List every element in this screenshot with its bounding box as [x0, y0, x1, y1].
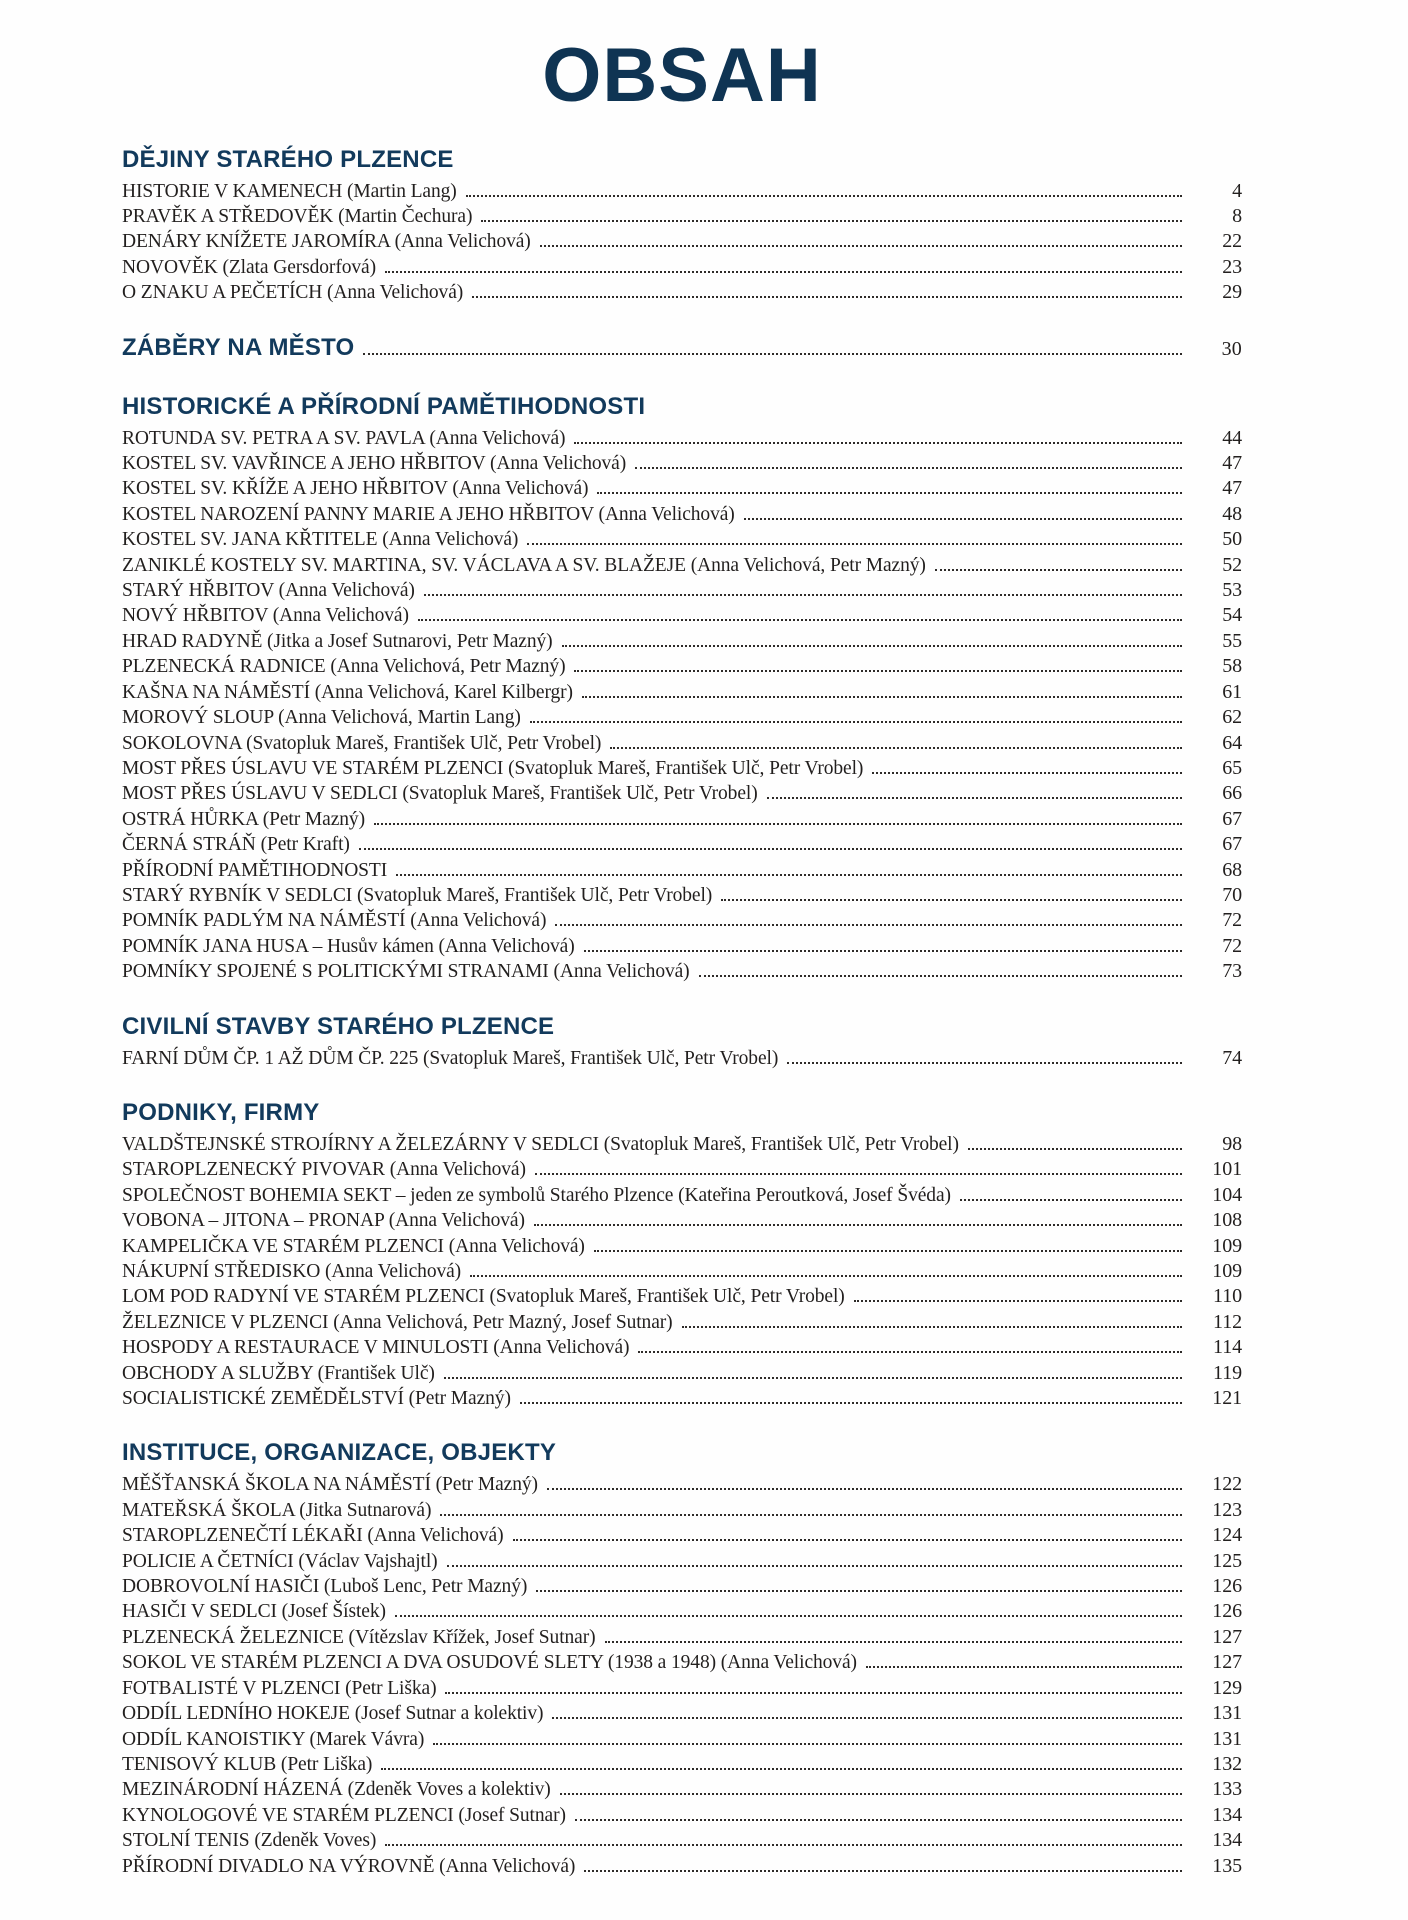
page-number: 134: [1212, 1803, 1242, 1826]
section-heading-row: [122, 332, 1242, 365]
page-number: 67: [1222, 807, 1242, 830]
toc-entry: [122, 1310, 1242, 1335]
dot-leader: [424, 594, 1182, 596]
dot-leader: [584, 1870, 1182, 1872]
toc-entry: [122, 1676, 1242, 1701]
entry-title: NOVOVĚK (Zlata Gersdorfová): [122, 256, 376, 278]
page-number: 127: [1212, 1625, 1242, 1648]
section-heading-label: PODNIKY, FIRMY: [122, 1098, 320, 1126]
entry-title: STARÝ HŘBITOV (Anna Velichová): [122, 580, 415, 602]
toc-entry: [122, 1259, 1242, 1284]
dot-leader: [381, 1768, 1182, 1770]
entry-title: SOKOL VE STARÉM PLZENCI A DVA OSUDOVÉ SLETY (1938 a 1948) (Anna Velichová): [122, 1652, 857, 1674]
toc-entry: [122, 832, 1242, 857]
dot-leader: [470, 1275, 1182, 1277]
dot-leader: [396, 874, 1182, 876]
toc-entry: [122, 959, 1242, 984]
page-number: 62: [1222, 706, 1242, 729]
toc-entry: [122, 1498, 1242, 1523]
dot-leader: [447, 1565, 1182, 1567]
dot-leader: [721, 899, 1182, 901]
page-number: 132: [1212, 1752, 1242, 1775]
toc-entry: [122, 255, 1242, 280]
entry-title: ROTUNDA SV. PETRA A SV. PAVLA (Anna Velichová): [122, 427, 566, 449]
dot-leader: [866, 1666, 1182, 1668]
dot-leader: [481, 220, 1182, 222]
entry-title: STOLNÍ TENIS (Zdeněk Voves): [122, 1830, 377, 1852]
page-number: 123: [1212, 1498, 1242, 1521]
toc-entry: [122, 1335, 1242, 1360]
dot-leader: [513, 1539, 1182, 1541]
toc-entry: [122, 883, 1242, 908]
page-number: 109: [1212, 1260, 1242, 1282]
toc-entry: [122, 731, 1242, 756]
entry-title: SOKOLOVNA (Svatopluk Mareš, František Ulč, Petr Vrobel): [122, 732, 602, 754]
section-heading-label: DĚJINY STARÉHO PLZENCE: [122, 145, 454, 173]
toc-section: [122, 1097, 1242, 1411]
dot-leader: [472, 296, 1182, 298]
entry-title: SOCIALISTICKÉ ZEMĚDĚLSTVÍ (Petr Mazný): [122, 1388, 511, 1410]
toc-entry: [122, 908, 1242, 933]
entry-title: KOSTEL NAROZENÍ PANNY MARIE A JEHO HŘBITOV (Anna Velichová): [122, 503, 735, 525]
entry-title: PLZENECKÁ ŽELEZNICE (Vítězslav Křížek, Josef Sutnar): [122, 1626, 596, 1648]
page-number: 131: [1212, 1727, 1242, 1750]
toc-entry: [122, 1650, 1242, 1675]
dot-leader: [520, 1402, 1182, 1404]
page-number: 53: [1222, 579, 1242, 602]
dot-leader: [395, 1615, 1182, 1617]
page-number: 61: [1222, 680, 1242, 703]
page-number: 127: [1212, 1651, 1242, 1674]
toc-entry: [122, 1625, 1242, 1650]
entry-title: ODDÍL LEDNÍHO HOKEJE (Josef Sutnar a kolektiv): [122, 1703, 544, 1725]
toc-entry: [122, 781, 1242, 806]
page-number: 72: [1222, 934, 1242, 957]
dot-leader: [960, 1199, 1182, 1201]
dot-leader: [385, 1844, 1182, 1846]
page-number: 72: [1222, 909, 1242, 932]
toc-entry: [122, 629, 1242, 654]
page-number: 133: [1212, 1778, 1242, 1801]
page-number: 22: [1222, 230, 1242, 253]
toc-entry: [122, 1234, 1242, 1259]
dot-leader: [359, 848, 1182, 850]
dot-leader: [527, 543, 1182, 545]
entry-title: NOVÝ HŘBITOV (Anna Velichová): [122, 605, 409, 627]
toc-entry: [122, 1752, 1242, 1777]
dot-leader: [574, 670, 1182, 672]
dot-leader: [418, 619, 1182, 621]
entry-title: KOSTEL SV. VAVŘINCE A JEHO HŘBITOV (Anna Velichová): [122, 453, 627, 475]
entry-title: PLZENECKÁ RADNICE (Anna Velichová, Petr Mazný): [122, 656, 566, 678]
toc-entry: [122, 1574, 1242, 1599]
toc-entry: [122, 1046, 1242, 1071]
dot-leader: [363, 353, 1182, 355]
toc-entry: [122, 1183, 1242, 1208]
toc-entry: [122, 527, 1242, 552]
page-number: 65: [1222, 756, 1242, 779]
entry-title: PŘÍRODNÍ DIVADLO NA VÝROVNĚ (Anna Velichová): [122, 1855, 576, 1877]
dot-leader: [445, 1692, 1182, 1694]
toc-entry: [122, 1854, 1242, 1879]
entry-title: VALDŠTEJNSKÉ STROJÍRNY A ŽELEZÁRNY V SEDLCI (Svatopluk Mareš, František Ulč, Petr Vrobel): [122, 1133, 959, 1155]
toc-entry: [122, 1386, 1242, 1411]
page-number: 110: [1213, 1285, 1242, 1308]
toc-entry: [122, 578, 1242, 603]
dot-leader: [433, 1743, 1182, 1745]
entry-title: KYNOLOGOVÉ VE STARÉM PLZENCI (Josef Sutnar): [122, 1804, 566, 1826]
page-number: 74: [1222, 1046, 1242, 1069]
dot-leader: [682, 1326, 1182, 1328]
page-number: 29: [1222, 281, 1242, 304]
dot-leader: [540, 245, 1182, 247]
entry-title: POMNÍK JANA HUSA – Husův kámen (Anna Velichová): [122, 935, 575, 957]
dot-leader: [552, 1717, 1182, 1719]
toc-entry: [122, 807, 1242, 832]
toc-entry: [122, 426, 1242, 451]
page-number: 126: [1212, 1600, 1242, 1623]
dot-leader: [968, 1148, 1182, 1150]
section-heading-row: [122, 144, 1242, 176]
entry-title: MEZINÁRODNÍ HÁZENÁ (Zdeněk Voves a kolektiv): [122, 1779, 551, 1801]
page-number: 66: [1222, 782, 1242, 805]
entry-title: POMNÍKY SPOJENÉ S POLITICKÝMI STRANAMI (Anna Velichová): [122, 961, 690, 983]
section-heading-row: [122, 1097, 1242, 1129]
toc-entry: [122, 756, 1242, 781]
toc-entry: [122, 705, 1242, 730]
entry-title: FOTBALISTÉ V PLZENCI (Petr Liška): [122, 1677, 437, 1699]
entry-title: ČERNÁ STRÁŇ (Petr Kraft): [122, 834, 350, 856]
toc-entry: [122, 1828, 1242, 1853]
toc-entry: [122, 1549, 1242, 1574]
toc-entry: [122, 603, 1242, 628]
entry-title: MATEŘSKÁ ŠKOLA (Jitka Sutnarová): [122, 1499, 432, 1521]
page-number: 114: [1213, 1336, 1242, 1359]
dot-leader: [597, 492, 1182, 494]
toc-entry: [122, 1472, 1242, 1497]
entry-title: PŘÍRODNÍ PAMĚTIHODNOSTI: [122, 859, 388, 881]
page-number: 67: [1222, 833, 1242, 856]
dot-leader: [560, 1793, 1182, 1795]
section-heading-label: ZÁBĚRY NA MĚSTO: [122, 333, 355, 361]
entry-title: POLICIE A ČETNÍCI (Václav Vajshajtl): [122, 1550, 438, 1572]
entry-title: TENISOVÝ KLUB (Petr Liška): [122, 1753, 373, 1775]
entry-title: PRAVĚK A STŘEDOVĚK (Martin Čechura): [122, 206, 473, 227]
entry-title: HISTORIE V KAMENECH (Martin Lang): [122, 180, 457, 202]
page-number: 121: [1212, 1387, 1242, 1410]
dot-leader: [530, 721, 1182, 723]
entry-title: ŽELEZNICE V PLZENCI (Anna Velichová, Petr Mazný, Josef Sutnar): [122, 1311, 673, 1333]
entry-title: HOSPODY A RESTAURACE V MINULOSTI (Anna Velichová): [122, 1337, 630, 1359]
page-number: 129: [1212, 1676, 1242, 1699]
toc-entry: [122, 451, 1242, 476]
page-title: OBSAH: [542, 33, 822, 118]
dot-leader: [385, 271, 1182, 273]
page-number: 48: [1222, 502, 1242, 525]
entry-title: OBCHODY A SLUŽBY (František Ulč): [122, 1362, 435, 1384]
entry-title: FARNÍ DŮM ČP. 1 AŽ DŮM ČP. 225 (Svatopluk Mareš, František Ulč, Petr Vrobel): [122, 1047, 779, 1069]
toc-entry: [122, 1701, 1242, 1726]
dot-leader: [605, 1641, 1182, 1643]
entry-title: MOST PŘES ÚSLAVU V SEDLCI (Svatopluk Mareš, František Ulč, Petr Vrobel): [122, 783, 758, 805]
entry-title: SPOLEČNOST BOHEMIA SEKT – jeden ze symbolů Starého Plzence (Kateřina Peroutková, Josef Švéda): [122, 1184, 951, 1206]
entry-title: ZANIKLÉ KOSTELY SV. MARTINA, SV. VÁCLAVA A SV. BLAŽEJE (Anna Velichová, Petr Mazný): [122, 554, 926, 576]
toc-entry: [122, 1132, 1242, 1157]
dot-leader: [744, 518, 1182, 520]
section-heading-label: CIVILNÍ STAVBY STARÉHO PLZENCE: [122, 1012, 555, 1040]
entry-title: ODDÍL KANOISTIKY (Marek Vávra): [122, 1728, 425, 1750]
page-number: 54: [1222, 604, 1242, 627]
page-number: 122: [1212, 1473, 1242, 1496]
dot-leader: [610, 747, 1182, 749]
entry-title: MOST PŘES ÚSLAVU VE STARÉM PLZENCI (Svatopluk Mareš, František Ulč, Petr Vrobel): [122, 757, 864, 779]
page-number: 8: [1232, 205, 1242, 227]
dot-leader: [444, 1377, 1182, 1379]
section-heading-label: HISTORICKÉ A PŘÍRODNÍ PAMĚTIHODNOSTI: [122, 392, 646, 420]
dot-leader: [854, 1300, 1182, 1302]
entry-title: NÁKUPNÍ STŘEDISKO (Anna Velichová): [122, 1261, 462, 1282]
toc-entry: [122, 502, 1242, 527]
page-number: 73: [1222, 960, 1242, 983]
dot-leader: [638, 1351, 1182, 1353]
page-number: 98: [1222, 1132, 1242, 1155]
dot-leader: [547, 1488, 1182, 1490]
toc-entry: [122, 179, 1242, 204]
page-number: 104: [1212, 1183, 1242, 1206]
entry-title: MOROVÝ SLOUP (Anna Velichová, Martin Lang): [122, 707, 521, 729]
toc-entry: [122, 1284, 1242, 1309]
dot-leader: [440, 1514, 1182, 1516]
entry-title: VOBONA – JITONA – PRONAP (Anna Velichová): [122, 1210, 525, 1232]
toc-section: [122, 391, 1242, 985]
page-number: 134: [1212, 1829, 1242, 1852]
dot-leader: [594, 1250, 1182, 1252]
entry-title: STAROPLZENECKÝ PIVOVAR (Anna Velichová): [122, 1159, 526, 1181]
dot-leader: [699, 975, 1182, 977]
page-number: 55: [1222, 629, 1242, 652]
page-number: 52: [1222, 553, 1242, 576]
entry-title: DENÁRY KNÍŽETE JAROMÍRA (Anna Velichová): [122, 231, 531, 253]
dot-leader: [466, 195, 1182, 197]
entry-title: HASIČI V SEDLCI (Josef Šístek): [122, 1601, 386, 1623]
toc-entry: [122, 680, 1242, 705]
toc-entry: [122, 1157, 1242, 1182]
dot-leader: [767, 797, 1182, 799]
entry-title: OSTRÁ HŮRKA (Petr Mazný): [122, 808, 365, 830]
entry-title: STARÝ RYBNÍK V SEDLCI (Svatopluk Mareš, František Ulč, Petr Vrobel): [122, 884, 713, 906]
toc-section: [122, 1011, 1242, 1071]
page-number: 119: [1213, 1361, 1242, 1384]
entry-title: KOSTEL SV. JANA KŘTITELE (Anna Velichová): [122, 529, 519, 551]
page-number: 58: [1222, 655, 1242, 678]
toc-entry: [122, 280, 1242, 305]
dot-leader: [562, 645, 1182, 647]
page-number: 124: [1212, 1524, 1242, 1547]
dot-leader: [872, 772, 1182, 774]
toc-section: [122, 144, 1242, 306]
toc-entry: [122, 654, 1242, 679]
page-number: 108: [1212, 1209, 1242, 1232]
toc-entry: [122, 553, 1242, 578]
toc-entry: [122, 1208, 1242, 1233]
toc-entry: [122, 476, 1242, 501]
entry-title: KAŠNA NA NÁMĚSTÍ (Anna Velichová, Karel Kilbergr): [122, 681, 573, 703]
toc-section: [122, 332, 1242, 365]
section-heading-row: [122, 391, 1242, 423]
dot-leader: [535, 1173, 1182, 1175]
page-number: 135: [1212, 1854, 1242, 1877]
dot-leader: [534, 1224, 1182, 1226]
page-number: 50: [1222, 528, 1242, 551]
dot-leader: [575, 1819, 1182, 1821]
page-number: 30: [1221, 337, 1242, 360]
entry-title: LOM POD RADYNÍ VE STARÉM PLZENCI (Svatopluk Mareš, František Ulč, Petr Vrobel): [122, 1286, 845, 1308]
page-number: 4: [1232, 179, 1242, 202]
page-number: 109: [1212, 1234, 1242, 1257]
dot-leader: [787, 1062, 1182, 1064]
section-heading-row: [122, 1437, 1242, 1469]
entry-title: MĚŠŤANSKÁ ŠKOLA NA NÁMĚSTÍ (Petr Mazný): [122, 1474, 538, 1496]
toc-entry: [122, 1599, 1242, 1624]
page-number: 44: [1222, 426, 1242, 449]
section-heading-label: INSTITUCE, ORGANIZACE, OBJEKTY: [122, 1439, 557, 1467]
toc-sections: [122, 144, 1242, 1879]
dot-leader: [536, 1590, 1182, 1592]
dot-leader: [635, 467, 1182, 469]
toc-section: [122, 1437, 1242, 1879]
toc-entry: [122, 858, 1242, 883]
toc-entry: [122, 1361, 1242, 1386]
page-number: 47: [1222, 477, 1242, 500]
page-number: 23: [1222, 255, 1242, 278]
dot-leader: [555, 924, 1182, 926]
dot-leader: [374, 823, 1182, 825]
page-number: 70: [1222, 883, 1242, 906]
entry-title: STAROPLZENEČTÍ LÉKAŘI (Anna Velichová): [122, 1525, 504, 1547]
toc-entry: [122, 229, 1242, 254]
dot-leader: [574, 442, 1182, 444]
entry-title: KAMPELIČKA VE STARÉM PLZENCI (Anna Velichová): [122, 1235, 585, 1257]
page-number: 47: [1222, 452, 1242, 475]
toc-entry: [122, 1803, 1242, 1828]
dot-leader: [582, 696, 1182, 698]
page-number: 68: [1222, 858, 1242, 881]
entry-title: KOSTEL SV. KŘÍŽE A JEHO HŘBITOV (Anna Velichová): [122, 478, 589, 500]
toc-entry: [122, 1523, 1242, 1548]
entry-title: DOBROVOLNÍ HASIČI (Luboš Lenc, Petr Mazný): [122, 1576, 528, 1598]
page-number: 126: [1212, 1575, 1242, 1598]
dot-leader: [584, 950, 1182, 952]
toc-entry: [122, 1727, 1242, 1752]
page-number: 125: [1212, 1549, 1242, 1572]
page-number: 112: [1213, 1310, 1242, 1333]
entry-title: O ZNAKU A PEČETÍCH (Anna Velichová): [122, 282, 464, 304]
toc-entry: [122, 1777, 1242, 1802]
section-heading-row: [122, 1011, 1242, 1043]
entry-title: HRAD RADYNĚ (Jitka a Josef Sutnarovi, Petr Mazný): [122, 630, 553, 652]
toc-entry: [122, 204, 1242, 229]
entry-title: POMNÍK PADLÝM NA NÁMĚSTÍ (Anna Velichová): [122, 910, 547, 932]
toc-entry: [122, 934, 1242, 959]
page-number: 64: [1222, 731, 1242, 754]
page-number: 101: [1212, 1158, 1242, 1181]
dot-leader: [935, 569, 1182, 571]
page-number: 131: [1212, 1702, 1242, 1725]
